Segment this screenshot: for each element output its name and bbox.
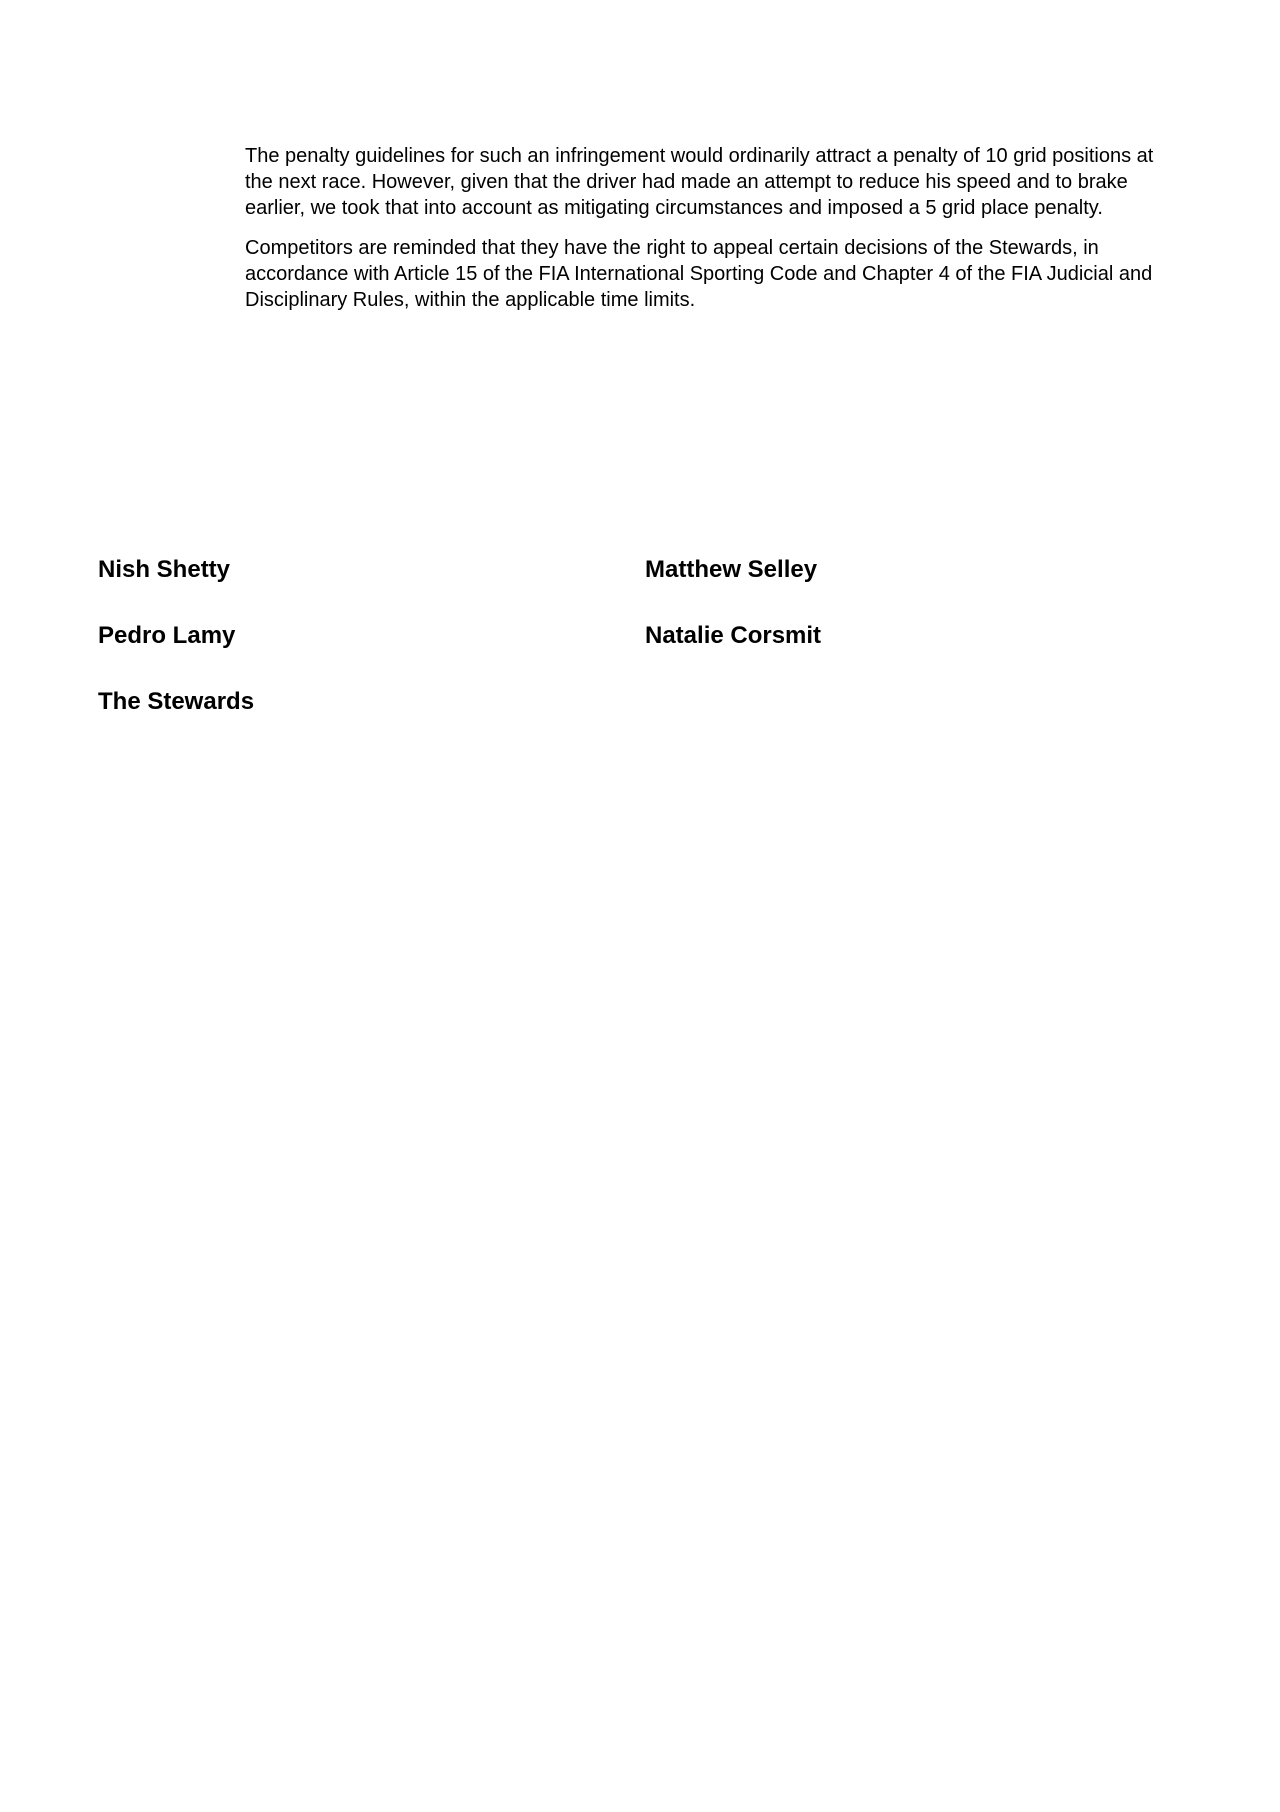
signature-name-natalie-corsmit: Natalie Corsmit <box>645 622 822 649</box>
signature-name-pedro-lamy: Pedro Lamy <box>98 622 236 649</box>
signature-title-the-stewards: The Stewards <box>98 688 255 715</box>
signature-name-nish-shetty: Nish Shetty <box>98 556 231 583</box>
body-paragraph-penalty-guidelines: The penalty guidelines for such an infringement would ordinarily attract a penalty of 10 grid positions at the next race. However, given that the driver had made an attempt to reduce his speed and to brake earlier, we took that into account as mitigating circumstances and imposed a 5 grid place penalty. <box>245 145 1154 219</box>
signature-name-matthew-selley: Matthew Selley <box>645 556 818 583</box>
body-text-block <box>245 143 1179 327</box>
body-paragraph-appeal-rights: Competitors are reminded that they have the right to appeal certain decisions of the Stewards, in accordance with Article 15 of the FIA International Sporting Code and Chapter 4 of the FIA Judicial and Disciplinary Rules, within the applicable time limits. <box>245 237 1153 311</box>
